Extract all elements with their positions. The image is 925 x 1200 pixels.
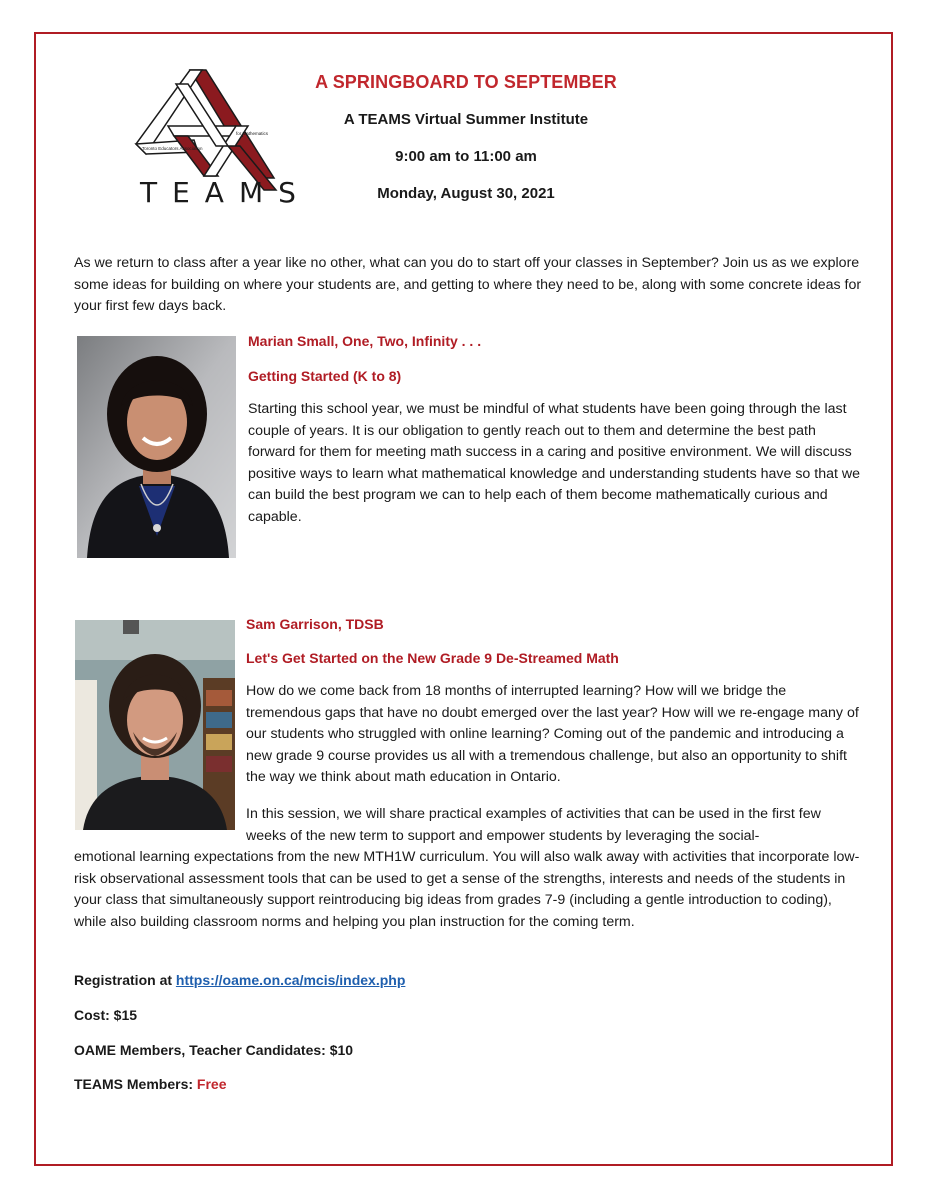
event-subtitle: A TEAMS Virtual Summer Institute [343, 111, 589, 128]
logo-caption-assoc: Toronto Educators Association [142, 146, 203, 151]
speaker-photo-marian-small [77, 336, 236, 558]
registration-link[interactable]: https://oame.on.ca/mcis/index.php [175, 972, 406, 988]
registration-line [74, 972, 405, 988]
teams-cost-line [74, 1076, 227, 1092]
event-title: A SPRINGBOARD TO SEPTEMBER [315, 72, 617, 92]
session-topic-1: Getting Started (K to 8) [248, 368, 402, 384]
session-topic-2: Let's Get Started on the New Grade 9 De-Streamed Math [246, 650, 619, 666]
event-time: 9:00 am to 11:00 am [395, 148, 537, 165]
session-description-2: How do we come back from 18 months of interrupted learning? How will we bridge the tremendous gaps that have no doubt emerged over the last year? How will we re-engage many of our students who struggled with online learning? Coming out of the pandemic and introducing a new grade 9 course provides us all with a tremendous challenge, but also an opportunity to shift the way we think about math education in Ontario. [246, 683, 859, 785]
teams-logo-icon [136, 64, 311, 209]
speaker-photo-sam-garrison [75, 620, 235, 830]
teams-logo [136, 64, 311, 209]
oame-cost-line: OAME Members, Teacher Candidates: $10 [74, 1042, 354, 1058]
teams-members-label: TEAMS Members: [74, 1076, 197, 1092]
session-description-2b-part2: emotional learning expectations from the new MTH1W curriculum. You will also walk away with activities that incorporate low-risk observational assessment tools that can be used to get a sense of the strengths, interests and needs of the students in your class that simultaneously support reintroducing big ideas from grades 7-9 (including a gentle introduction to coding), while also building classroom norms and helping you plan instruction for the coming term. [74, 849, 860, 930]
speaker-name-1: Marian Small, One, Two, Infinity . . . [248, 333, 482, 349]
logo-caption-small: for Mathematics [236, 131, 269, 136]
session-description-2b-part1: In this session, we will share practical examples of activities that can be used in the first few weeks of the new term to support and empower students by leveraging the social- [246, 806, 821, 844]
registration-label: Registration at [74, 972, 176, 988]
intro-paragraph: As we return to class after a year like no other, what can you do to start off your classes in September? Join us as we explore some ideas for building on where your students are, and getting to where they need to be, along with some concrete ideas for your first few days back. [74, 255, 862, 314]
cost-line: Cost: $15 [74, 1007, 138, 1023]
session-description-1: Starting this school year, we must be mindful of what students have been going through the last couple of years. It is our obligation to gently reach out to them and determine the best path forward for them for meeting math success in a caring and positive environment. We will discuss positive ways to learn what mathematical knowledge and understanding students have so that we can build the best program we can to help each of them become mathematically curious and capable. [248, 401, 861, 525]
event-date: Monday, August 30, 2021 [377, 185, 555, 202]
logo-wordmark: TEAMS [140, 176, 311, 209]
teams-members-free: Free [196, 1076, 227, 1092]
session-description-2b [74, 804, 864, 933]
speaker-name-2: Sam Garrison, TDSB [246, 616, 384, 632]
